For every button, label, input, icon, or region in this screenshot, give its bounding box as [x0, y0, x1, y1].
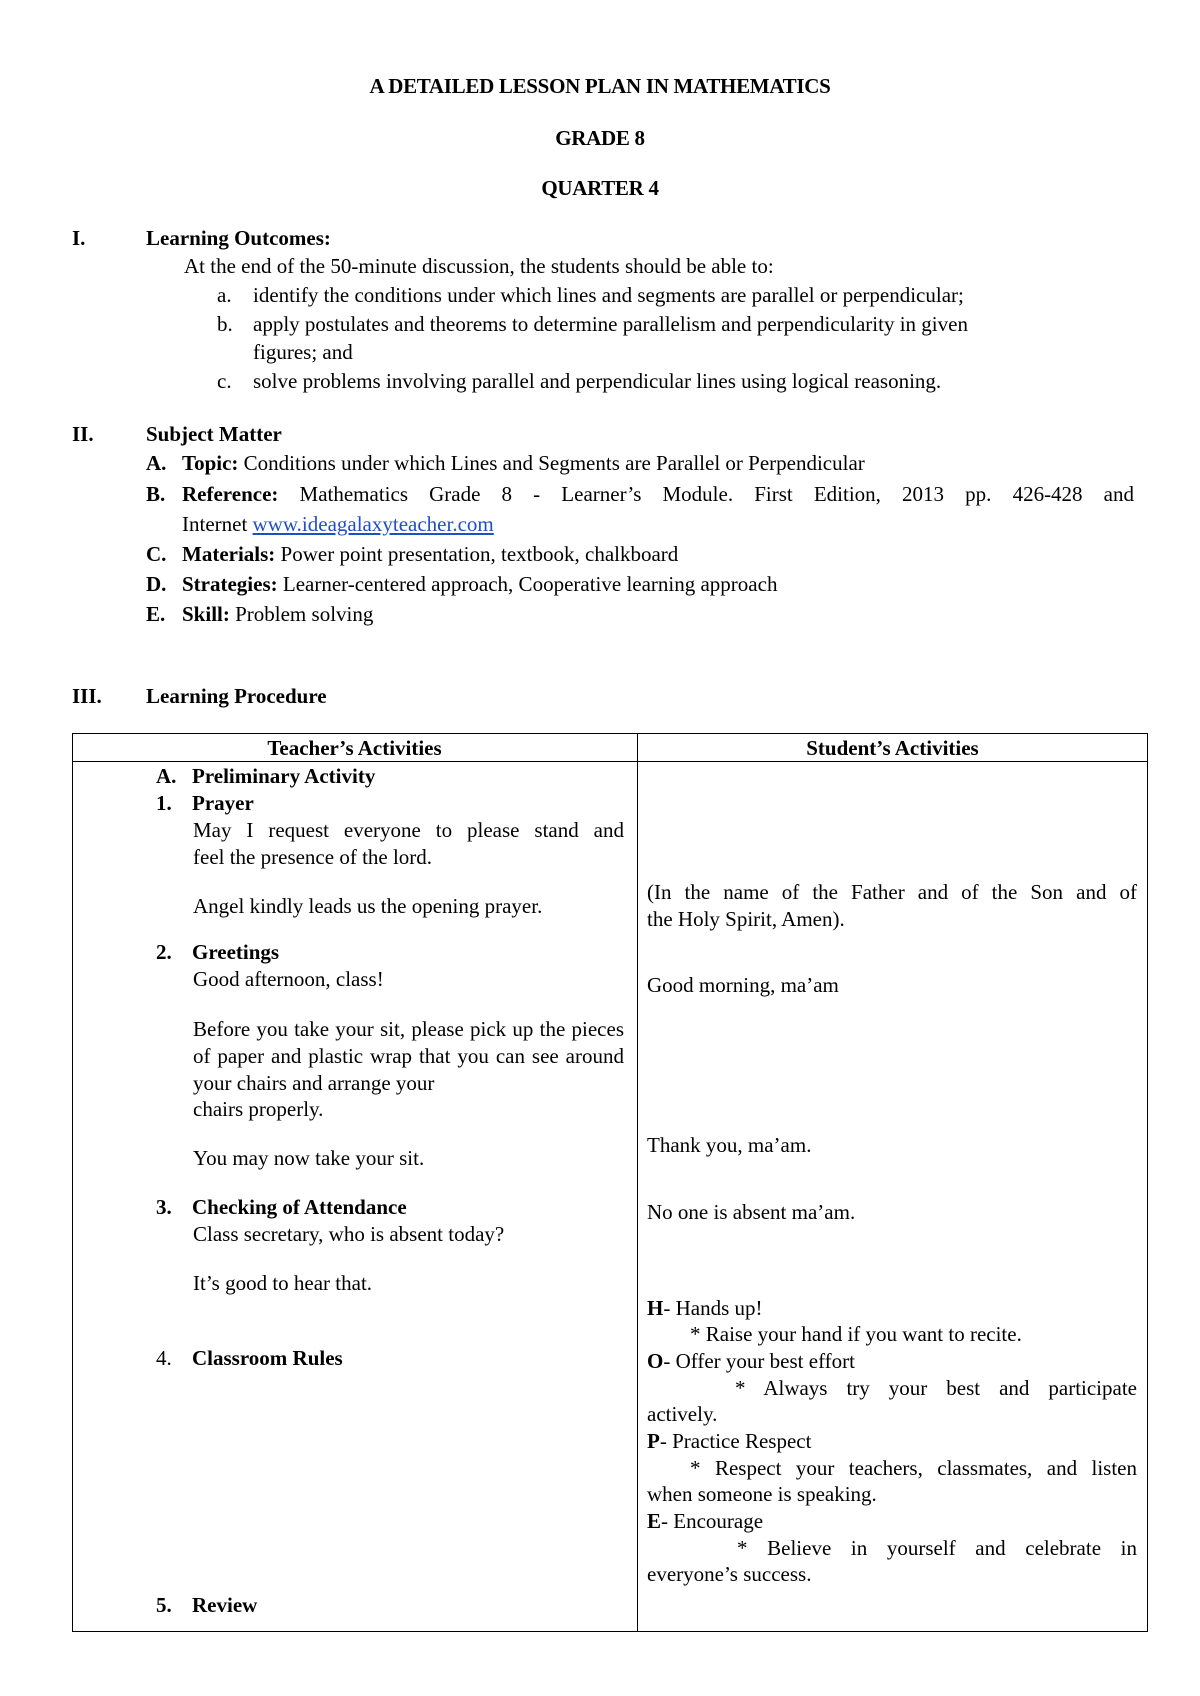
attendance-teacher-line-2: It’s good to hear that.	[193, 1271, 373, 1295]
outcome-item-c	[217, 369, 941, 394]
greetings-teacher-line-3: You may now take your sit.	[193, 1146, 425, 1170]
outcome-label: a.	[217, 283, 232, 307]
rule-e-detail-2: everyone’s success.	[647, 1562, 812, 1586]
prayer-teacher-line-1: May I request everyone to please stand and	[193, 818, 624, 842]
rule-letter: O	[647, 1349, 664, 1373]
rule-title: - Offer your best effort	[663, 1349, 855, 1373]
quarter-heading: QUARTER 4	[541, 176, 659, 200]
reference-link[interactable]: www.ideagalaxyteacher.com	[252, 512, 494, 536]
step-greetings-heading	[156, 940, 279, 965]
step-title: Checking of Attendance	[192, 1195, 407, 1219]
document-title: A DETAILED LESSON PLAN IN MATHEMATICS	[369, 74, 831, 98]
subject-skill	[146, 602, 373, 627]
section-number: II.	[72, 422, 94, 446]
outcome-item-a	[217, 283, 964, 308]
table-column-divider	[637, 733, 638, 1632]
item-text: Preliminary Activity	[192, 764, 376, 788]
rule-title: - Encourage	[661, 1509, 764, 1533]
step-review-heading	[156, 1593, 257, 1618]
section-title: Learning Procedure	[146, 684, 327, 708]
outcome-label: c.	[217, 369, 232, 393]
greetings-teacher-paragraph-end: chairs properly.	[193, 1097, 324, 1121]
section-number: I.	[72, 226, 86, 250]
item-value: Learner-centered approach, Cooperative learning approach	[282, 572, 778, 596]
item-value: Conditions under which Lines and Segments are Parallel or Perpendicular	[243, 451, 865, 475]
step-rules-heading	[156, 1346, 343, 1371]
prayer-teacher-line-3: Angel kindly leads us the opening prayer.	[193, 894, 543, 918]
step-title: Greetings	[192, 940, 280, 964]
subject-reference	[146, 482, 1134, 507]
rule-title: - Practice Respect	[659, 1429, 812, 1453]
rule-p-detail: * Respect your teachers, classmates, and listen	[690, 1456, 1137, 1480]
preliminary-activity	[156, 764, 375, 789]
item-key: Strategies:	[182, 572, 278, 596]
outcome-text: solve problems involving parallel and perpendicular lines using logical reasoning.	[253, 369, 942, 393]
step-number: 3.	[156, 1195, 172, 1219]
attendance-teacher-line-1: Class secretary, who is absent today?	[193, 1222, 505, 1246]
rule-letter: P	[647, 1429, 660, 1453]
greetings-student-line-1: Good morning, ma’am	[647, 973, 839, 997]
prayer-teacher-line-2: feel the presence of the lord.	[193, 845, 433, 869]
subject-strategies	[146, 572, 777, 597]
rule-h-detail: * Raise your hand if you want to recite.	[690, 1322, 1022, 1346]
item-value: Problem solving	[235, 602, 374, 626]
reference-prefix: Internet	[182, 512, 253, 536]
step-title: Prayer	[192, 791, 254, 815]
step-prayer-heading	[156, 791, 254, 816]
step-title: Review	[192, 1593, 258, 1617]
subject-topic	[146, 451, 865, 476]
item-value: Power point presentation, textbook, chalkboard	[280, 542, 679, 566]
outcome-text: apply postulates and theorems to determine parallelism and perpendicularity in given	[253, 312, 968, 336]
item-key: Topic:	[182, 451, 239, 475]
item-label: B.	[146, 482, 166, 506]
rule-p-detail-2: when someone is speaking.	[647, 1482, 877, 1506]
rule-o	[647, 1349, 855, 1374]
step-number: 2.	[156, 940, 172, 964]
outcome-label: b.	[217, 312, 233, 336]
step-number: 4.	[156, 1346, 172, 1370]
step-number: 5.	[156, 1593, 172, 1617]
section-title: Learning Outcomes:	[146, 226, 331, 250]
section-learning-procedure-heading	[72, 684, 327, 709]
outcome-item-b-continued: figures; and	[253, 340, 353, 364]
item-label: C.	[146, 542, 167, 566]
rule-o-detail-2: actively.	[647, 1402, 718, 1426]
item-label: E.	[146, 602, 166, 626]
step-number: 1.	[156, 791, 172, 815]
item-key: Skill:	[182, 602, 230, 626]
section-title: Subject Matter	[146, 422, 282, 446]
section-subject-matter-heading	[72, 422, 282, 447]
item-label: A.	[156, 764, 177, 788]
outcome-text: identify the conditions under which lines and segments are parallel or perpendicular;	[253, 283, 964, 307]
greetings-teacher-paragraph: Before you take your sit, please pick up the pieces of paper and plastic wrap that you can see around your chairs and arrange your	[193, 1017, 624, 1095]
rule-letter: E	[647, 1509, 662, 1533]
column-header-teacher: Teacher’s Activities	[267, 736, 442, 760]
step-title: Classroom Rules	[192, 1346, 343, 1370]
subject-reference-continued	[182, 512, 494, 537]
subject-materials	[146, 542, 678, 567]
outcome-item-b	[217, 312, 968, 337]
item-label: A.	[146, 451, 167, 475]
table-header-divider	[72, 761, 1148, 762]
item-key: Reference:	[182, 482, 279, 506]
rule-p	[647, 1429, 811, 1454]
grade-heading: GRADE 8	[555, 126, 645, 150]
outcomes-intro: At the end of the 50-minute discussion, the students should be able to:	[184, 254, 774, 278]
rule-h	[647, 1296, 763, 1321]
item-label: D.	[146, 572, 167, 596]
item-key: Materials:	[182, 542, 276, 566]
column-header-student: Student’s Activities	[806, 736, 979, 760]
rule-o-detail: * Always try your best and participate	[735, 1376, 1137, 1400]
greetings-teacher-line-1: Good afternoon, class!	[193, 967, 384, 991]
rule-title: - Hands up!	[663, 1296, 763, 1320]
section-learning-outcomes-heading	[72, 226, 331, 251]
greetings-student-line-2: Thank you, ma’am.	[647, 1133, 812, 1157]
rule-letter: H	[647, 1296, 664, 1320]
section-number: III.	[72, 684, 102, 708]
step-attendance-heading	[156, 1195, 407, 1220]
rule-e-detail: * Believe in yourself and celebrate in	[737, 1536, 1137, 1560]
attendance-student-line-1: No one is absent ma’am.	[647, 1200, 856, 1224]
item-value: Mathematics Grade 8 - Learner’s Module. First Edition, 2013 pp. 426-428 and	[299, 482, 1135, 506]
prayer-student-line-2: the Holy Spirit, Amen).	[647, 907, 845, 931]
rule-e	[647, 1509, 763, 1534]
prayer-student-line-1: (In the name of the Father and of the Son and of	[647, 880, 1137, 904]
